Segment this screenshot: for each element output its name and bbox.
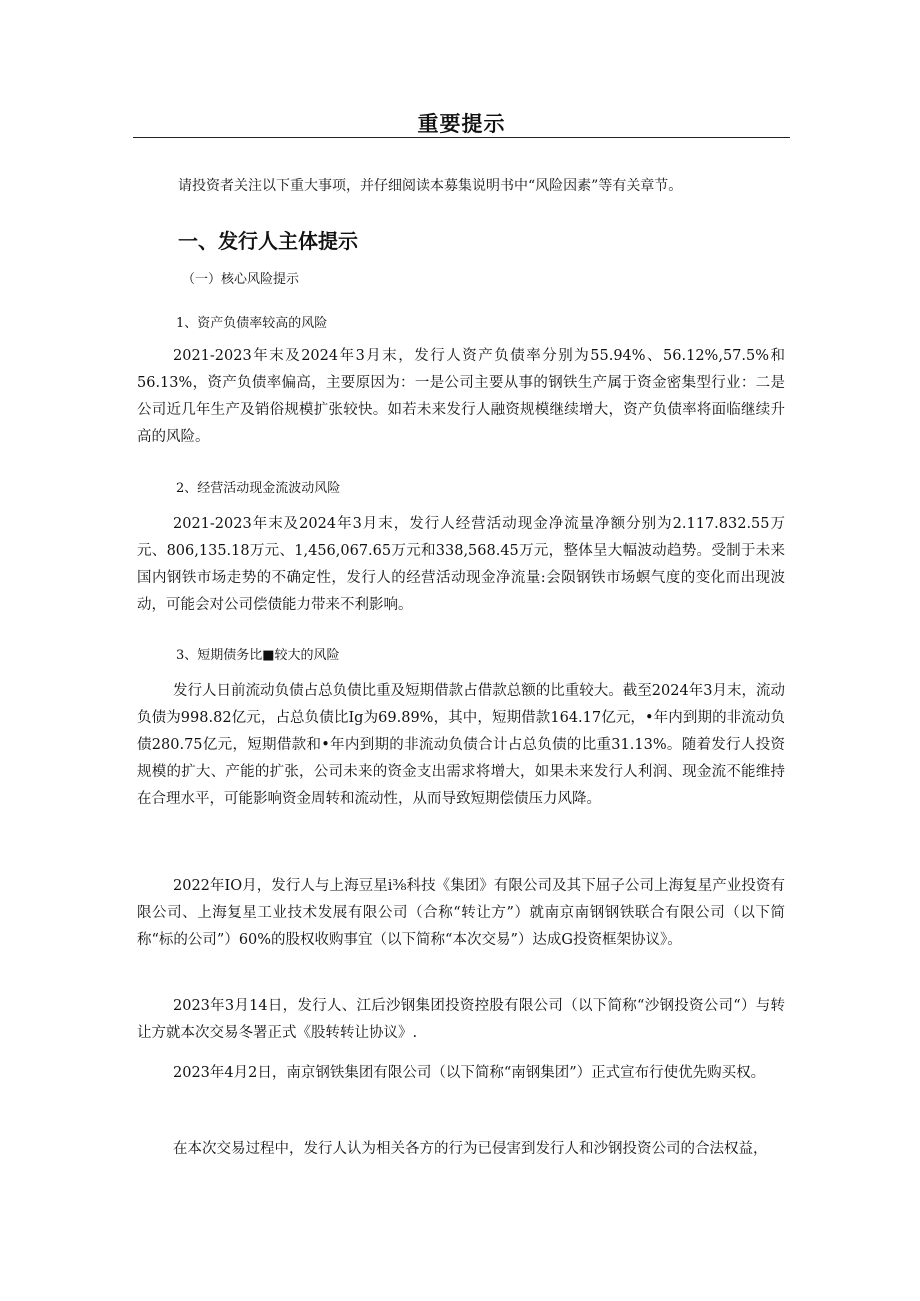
section-subheading: （一）核心风险提示 <box>182 272 300 287</box>
event-paragraph-1: 2022年IO月，发行人与上海豆星i⅜科技《集团》有限公司及其下屈子公司上海复星产业投资有限公司、上海复星工业技术发展有限公司（合称“转让方”）就南京南钢钢铁联合有限公司（以下简称“标的公司”）60%的股权收购事宜（以下简称“本次交易”）达成G投资框架协议》。 <box>137 878 785 948</box>
page-title: 重要提示 <box>417 112 506 136</box>
event-paragraph-3: 2023年4月2日，南京钢铁集团有限公司（以下简称“南钢集团”）正式宣布行使优先购买权。 <box>173 1065 766 1081</box>
intro-text: 请投资者关注以下重大事项，并仔细阅读本募集说明书中“风险因素”等有关章节。 <box>178 178 683 194</box>
risk-paragraph-2: 2021-2023年末及2024年3月末，发行人经营活动现金净流量净额分别为2.117.832.55万元、806,135.18万元、1,456,067.65万元和338,568.45万元，整体呈大幅波动趋势。受制于未来国内钢铁市场走势的不确定性，发行人的经营活动现金净流量:会陨钢铁市场螟气度的变化而出现波动，可能会对公司偿债能力带来不利影响。 <box>137 516 785 613</box>
risk-heading-2: 2、经营活动现金流波动风险 <box>176 481 341 496</box>
risk-heading-3: 3、短期债务比■较大的风险 <box>176 648 340 663</box>
risk-paragraph-3: 发行人日前流动负债占总负债比重及短期借款占借款总额的比重较大。截至2024年3月末，流动负债为998.82亿元，占总负债比Ig为69.89%，其中，短期借款164.17亿元，•年内到期的非流动负债280.75亿元，短期借款和•年内到期的非流动负债合计占总负债的比重31.13%。随着发行人投资规模的扩大、产能的扩张，公司未来的资金支出需求将增大，如果未来发行人利润、现金流不能维持在合理水平，可能影响资金周转和流动性，从而导致短期偿债压力风降。 <box>137 683 785 807</box>
risk-paragraph-1: 2021-2023年末及2024年3月末，发行人资产负债率分别为55.94%、56.12%,57.5%和56.13%，资产负债率偏高，主要原因为：一是公司主要从事的钢铁生产属于资金密集型行业：二是公司近几年生产及销俗规模扩张较快。如若未来发行人融资规模继续增大，资产负债率将面临继续升高的风险。 <box>137 348 785 445</box>
event-paragraph-2: 2023年3月14日，发行人、江后沙钢集团投资控股有限公司（以下简称“沙钢投资公司“）与转让方就本次交易冬署正式《股转转让协议》. <box>137 998 785 1041</box>
event-paragraph-4: 在本次交易过程中，发行人认为相关各方的行为已侵害到发行人和沙钢投资公司的合法权益， <box>173 1141 768 1157</box>
section-heading: 一、发行人主体提示 <box>178 229 358 253</box>
risk-heading-1: 1、资产负债率较高的风险 <box>176 316 328 331</box>
title-divider <box>133 137 790 138</box>
